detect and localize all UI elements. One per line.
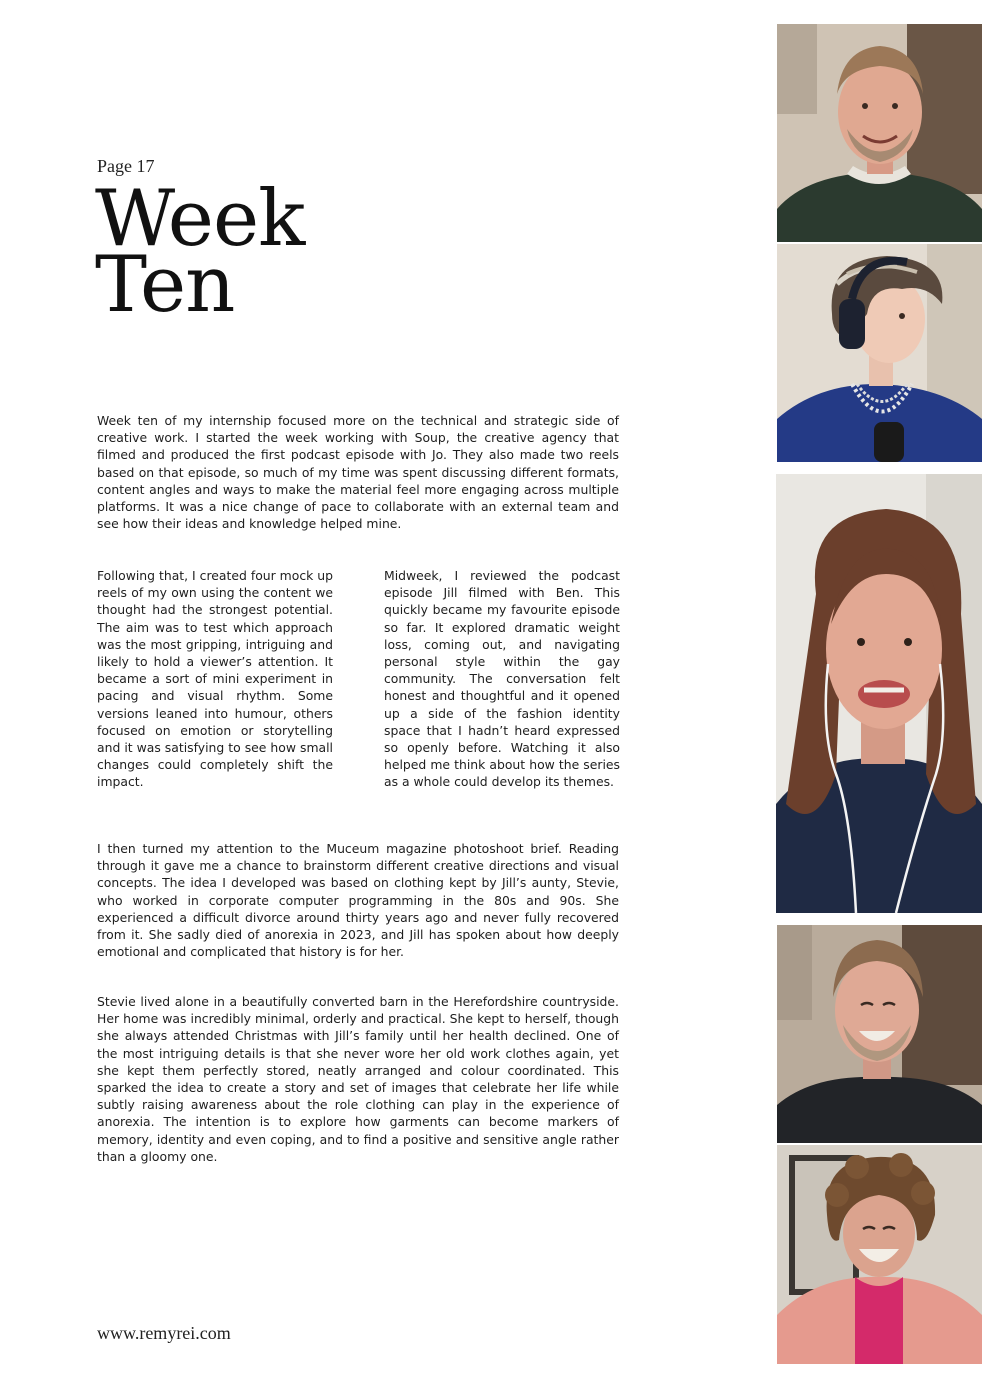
portrait-woman-curly-hair-pink-jacket-icon (777, 1145, 982, 1364)
photo-person-headphones (777, 244, 982, 462)
page-title (95, 174, 425, 330)
photo-man-laughing (777, 925, 982, 1143)
stevie-paragraph: Stevie lived alone in a beautifully converted barn in the Herefordshire countryside. Her home was incredibly minimal, orderly and practical. She kept to herself, though she always attended Christmas with Jill’s family until her health declined. One of the most intriguing details is that she never wore her old work clothes again, yet she kept them perfectly stored, neatly arranged and colour coordinated. This sparked the idea to create a story and set of images that celebrate her life while subtly raising awareness about the role clothing can play in the experience of anorexia. The intention is to explore how garments can become markers of memory, identity and even coping, and to find a positive and sensitive angle rather than a gloomy one. (97, 994, 619, 1164)
title-line-2: Ten (95, 240, 235, 330)
website-url: www.remyrei.com (97, 1323, 231, 1343)
right-column-paragraph: Midweek, I reviewed the podcast episode Jill filmed with Ben. This quickly became my favourite episode so far. It explored dramatic weight loss, coming out, and navigating personal style within the gay community. The conversation felt honest and thoughtful and it opened up a side of the fashion identity space that I hadn’t heard expressed so openly before. Watching it also helped me think about how the series as a whole could develop its themes. (384, 568, 620, 790)
photo-man-green-sweater (777, 24, 982, 242)
page-label: Page 17 (97, 156, 155, 176)
portrait-person-headphones-icon (777, 244, 982, 462)
title-line-1: Week (95, 174, 305, 264)
photo-woman-curly-hair (777, 1145, 982, 1364)
photo-woman-long-hair (776, 474, 982, 913)
portrait-man-laughing-icon (777, 925, 982, 1143)
intro-paragraph: Week ten of my internship focused more on the technical and strategic side of creative work. I started the week working with Soup, the creative agency that filmed and produced the first podcast episode with Jo. They also made two reels based on that episode, so much of my time was spent discussing different formats, content angles and ways to make the material feel more engaging across multiple platforms. It was a nice change of pace to collaborate with an external team and see how their ideas and knowledge helped mine. (97, 413, 619, 532)
portrait-woman-long-hair-earphones-icon (776, 474, 982, 913)
muceum-paragraph: I then turned my attention to the Muceum magazine photoshoot brief. Reading through it gave me a chance to brainstorm different creative directions and visual concepts. The idea I developed was based on clothing kept by Jill’s aunty, Stevie, who worked in corporate computer programming in the 80s and 90s. She experienced a difficult divorce around thirty years ago and never fully recovered from it. She sadly died of anorexia in 2023, and Jill has spoken about how deeply emotional and complicated that history is for her. (97, 841, 619, 960)
portrait-man-green-sweater-icon (777, 24, 982, 242)
left-column-paragraph: Following that, I created four mock up reels of my own using the content we thought had the strongest potential. The aim was to test which approach was the most gripping, intriguing and likely to hold a viewer’s attention. It became a sort of mini experiment in pacing and visual rhythm. Some versions leaned into humour, others focused on emotion or storytelling and it was satisfying to see how small changes could completely shift the impact. (97, 568, 333, 790)
